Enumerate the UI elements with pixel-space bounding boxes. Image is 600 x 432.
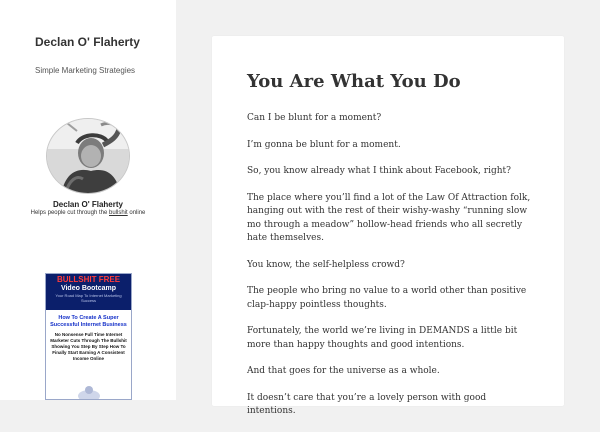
post-paragraph: The place where you’ll find a lot of the Law Of Attraction folk, hanging out with the rest of their wishy-washy “running slow mo through a meadow” hollow-head friends who all secretly hate themselves. bbox=[247, 192, 531, 243]
post-paragraph: It doesn’t care that you’re a lovely person with good intentions. bbox=[247, 392, 487, 416]
author-description-link[interactable]: bullshit bbox=[109, 210, 128, 216]
post-paragraph: And that goes for the universe as a whole. bbox=[247, 366, 440, 376]
post-article bbox=[212, 36, 564, 416]
post-paragraph: You know, the self-helpless crowd? bbox=[247, 259, 405, 270]
ad-line1: BULLSHIT FREE bbox=[56, 275, 121, 284]
ad-heading: How To Create A Super Successful Internet Business bbox=[50, 315, 127, 328]
author-description bbox=[30, 209, 146, 217]
avatar-photo-icon bbox=[47, 119, 130, 194]
bootcamp-ad-banner[interactable] bbox=[45, 273, 132, 400]
ad-figure-icon bbox=[76, 384, 102, 400]
site-title-link[interactable]: Declan O' Flaherty bbox=[35, 35, 140, 49]
author-description-prefix: Helps people cut through the bbox=[30, 210, 108, 216]
site-tagline: Simple Marketing Strategies bbox=[35, 66, 136, 75]
ad-line3: Your Road Map To Internet Marketing Success bbox=[55, 293, 122, 303]
post-paragraph: So, you know already what I think about Facebook, right? bbox=[247, 166, 511, 176]
post-paragraph: Fortunately, the world we’re living in DEMANDS a little bit more than happy thoughts and good intentions. bbox=[247, 326, 518, 350]
author-name: Declan O' Flaherty bbox=[53, 200, 123, 209]
post-body bbox=[247, 112, 537, 432]
author-description-suffix: online bbox=[129, 210, 146, 216]
ad-header bbox=[46, 274, 131, 310]
author-avatar bbox=[46, 118, 130, 194]
ad-line2: Video Bootcamp bbox=[60, 285, 117, 292]
post-paragraph: Can I be blunt for a moment? bbox=[247, 113, 382, 123]
ad-body: No Nonsense Full Time Internet Marketer Cuts Through The Bullshit Showing You Step By Step How To Finally Start Earning A Consistent Income Online bbox=[50, 332, 127, 361]
post-paragraph: I’m gonna be blunt for a moment. bbox=[247, 139, 401, 150]
post-title: You Are What You Do bbox=[247, 71, 461, 92]
sidebar bbox=[0, 0, 176, 400]
post-paragraph: The people who bring no value to a world other than positive clap-happy pointless thoughts. bbox=[247, 286, 527, 310]
